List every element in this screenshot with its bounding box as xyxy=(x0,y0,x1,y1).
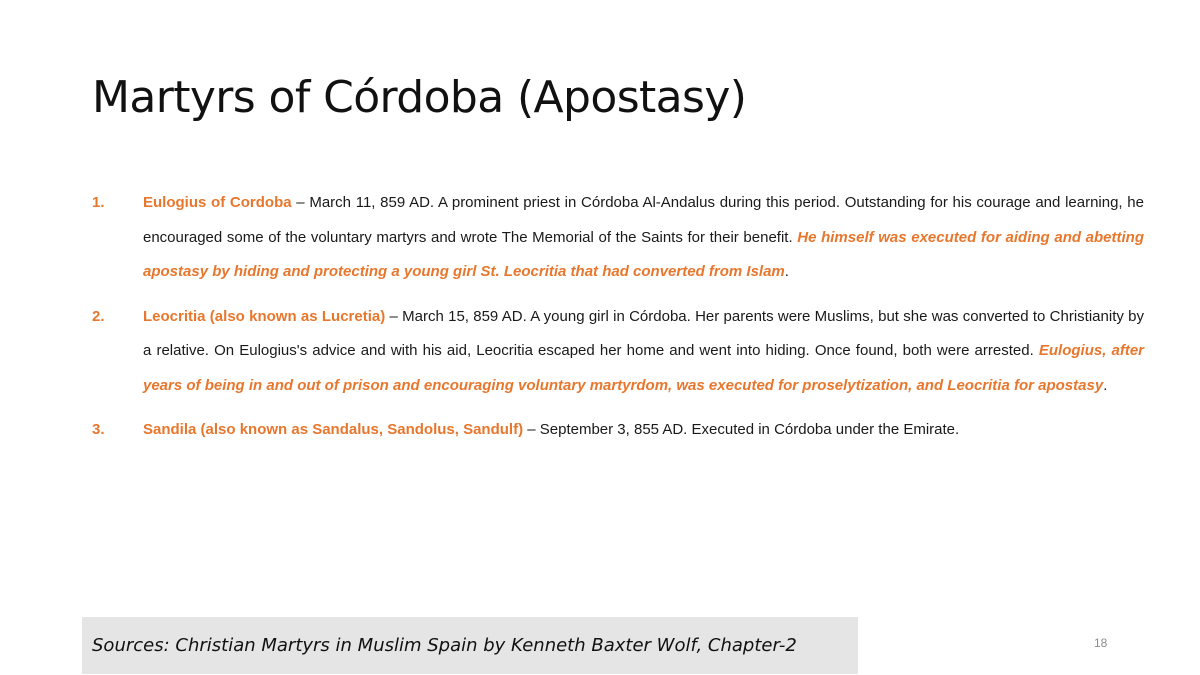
martyr-description: – September 3, 855 AD. Executed in Córdoba under the Emirate. xyxy=(523,421,960,438)
list-item-number: 2. xyxy=(92,307,105,325)
martyr-name: Leocritia (also known as Lucretia) xyxy=(143,307,386,325)
slide-title: Martyrs of Córdoba (Apostasy) xyxy=(92,72,747,123)
martyr-name: Eulogius of Cordoba xyxy=(143,194,292,211)
martyrs-list xyxy=(92,186,1144,458)
sources-box: Sources: Christian Martyrs in Muslim Spain by Kenneth Baxter Wolf, Chapter-2 xyxy=(82,617,858,674)
list-item xyxy=(92,186,1144,290)
page-number: 18 xyxy=(1094,636,1108,650)
sentence-end: . xyxy=(1103,376,1108,394)
sentence-end: . xyxy=(784,263,789,280)
martyr-description: – March 11, 859 AD. A prominent priest in Córdoba Al-Andalus during this period. Outstanding for his courage and learning, he encouraged some of the voluntary martyrs and wrote The Memorial of the Saints for their benefit. xyxy=(143,194,1144,246)
list-item xyxy=(92,300,1144,404)
martyr-emphasis: He himself was executed for aiding and abetting apostasy by hiding and protecting a young girl St. Leocritia that had converted from Islam xyxy=(143,228,1144,280)
martyr-description: – March 15, 859 AD. A young girl in Córdoba. Her parents were Muslims, but she was converted to Christianity by a relative. On Eulogius's advice and with his aid, Leocritia escaped her home and went into hiding. Once found, both were arrested. xyxy=(143,307,1144,359)
martyr-name: Sandila (also known as Sandalus, Sandolus, Sandulf) xyxy=(143,421,524,438)
list-item xyxy=(92,413,1144,448)
list-item-number: 3. xyxy=(92,421,105,438)
list-item-number: 1. xyxy=(92,194,105,211)
martyr-emphasis: Eulogius, after years of being in and out of prison and encouraging voluntary martyrdom, was executed for proselytization, and Leocritia for apostasy xyxy=(143,342,1145,394)
